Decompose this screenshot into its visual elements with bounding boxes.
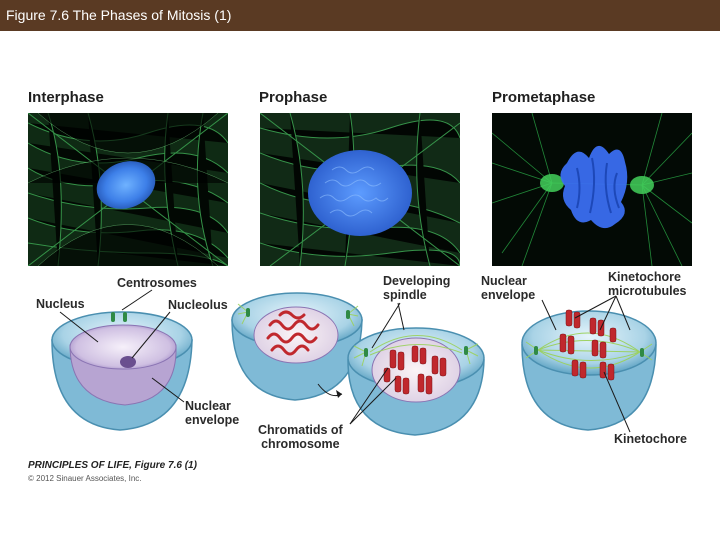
label-chromatids-line1: Chromatids of bbox=[258, 423, 343, 437]
label-developing-spindle bbox=[383, 274, 450, 302]
panel-title-prometaphase: Prometaphase bbox=[492, 89, 596, 106]
curved-arrow-head bbox=[336, 390, 342, 398]
label-kinetochore-microtubules-line2: microtubules bbox=[608, 284, 687, 298]
prometaphase-cell bbox=[522, 310, 656, 430]
label-chromatids-of-chromosome bbox=[258, 423, 343, 451]
label-chromatids-line2: chromosome bbox=[261, 437, 340, 451]
label-kinetochore-microtubules bbox=[608, 270, 687, 298]
slide-title: Figure 7.6 The Phases of Mitosis (1) bbox=[6, 7, 232, 23]
prophase-cell-late bbox=[348, 328, 484, 435]
label-developing-spindle-line2: spindle bbox=[383, 288, 427, 302]
label-nuclear-envelope-prometaphase-line1: Nuclear bbox=[481, 274, 527, 288]
interphase-cell bbox=[52, 312, 192, 430]
panel-title-prophase: Prophase bbox=[259, 89, 328, 106]
label-kinetochore-microtubules-line1: Kinetochore bbox=[608, 270, 681, 284]
figure-credit: PRINCIPLES OF LIFE, Figure 7.6 (1) bbox=[28, 460, 197, 471]
label-nucleolus: Nucleolus bbox=[168, 298, 228, 312]
label-centrosomes: Centrosomes bbox=[117, 276, 197, 290]
label-kinetochore: Kinetochore bbox=[614, 432, 687, 446]
label-nuclear-envelope-interphase-line2: envelope bbox=[185, 413, 240, 427]
panel-title-interphase: Interphase bbox=[28, 89, 104, 106]
label-nuclear-envelope-prometaphase bbox=[481, 274, 535, 302]
prophase-cell-early bbox=[232, 293, 362, 400]
copyright: © 2012 Sinauer Associates, Inc. bbox=[28, 474, 142, 483]
label-nucleus: Nucleus bbox=[36, 297, 85, 311]
label-nuclear-envelope-interphase bbox=[185, 399, 239, 427]
label-nuclear-envelope-interphase-line1: Nuclear bbox=[185, 399, 231, 413]
label-developing-spindle-line1: Developing bbox=[383, 274, 451, 288]
label-nuclear-envelope-prometaphase-line2: envelope bbox=[481, 288, 536, 302]
